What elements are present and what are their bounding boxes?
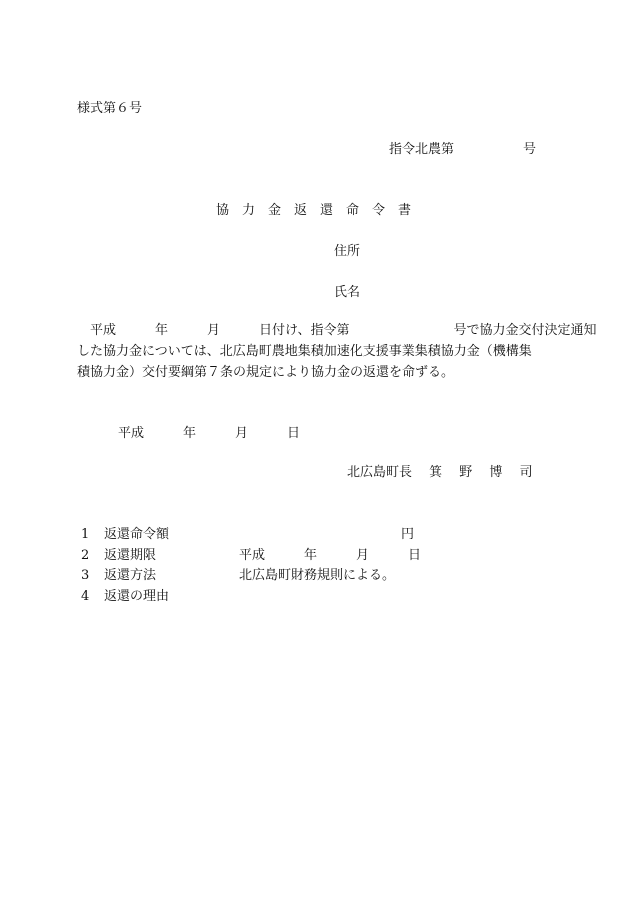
address-label: 住所 (334, 244, 361, 259)
item-number: 3 (81, 568, 90, 583)
document-title: 協 力 金 返 還 命 令 書 (216, 203, 412, 218)
body-paragraph (77, 320, 597, 383)
form-number: 様式第６号 (77, 101, 143, 116)
item-value: 円 (401, 527, 415, 542)
reference-suffix: 号 (523, 142, 537, 157)
item-number: 2 (81, 548, 90, 563)
item-label: 返還の理由 (104, 589, 170, 604)
body-line-1: 平成 年 月 日付け、指令第 号で協力金交付決定通知 (77, 323, 597, 338)
item-value: 平成 年 月 日 (239, 548, 422, 563)
item-number: 4 (81, 589, 90, 604)
item-label: 返還期限 (104, 548, 157, 563)
reference-prefix: 指令北農第 (389, 142, 455, 157)
item-value: 北広島町財務規則による。 (239, 568, 396, 583)
body-line-2: した協力金については、北広島町農地集積加速化支援事業集積協力金（機構集 (77, 344, 532, 359)
item-label: 返還方法 (104, 568, 157, 583)
issuer-name: 北広島町長 箕 野 博 司 (347, 465, 533, 480)
item-number: 1 (81, 527, 90, 542)
name-label: 氏名 (334, 285, 361, 300)
issue-date: 平成 年 月 日 (118, 426, 301, 441)
item-label: 返還命令額 (104, 527, 170, 542)
body-line-3: 積協力金）交付要綱第７条の規定により協力金の返還を命ずる。 (77, 365, 455, 380)
